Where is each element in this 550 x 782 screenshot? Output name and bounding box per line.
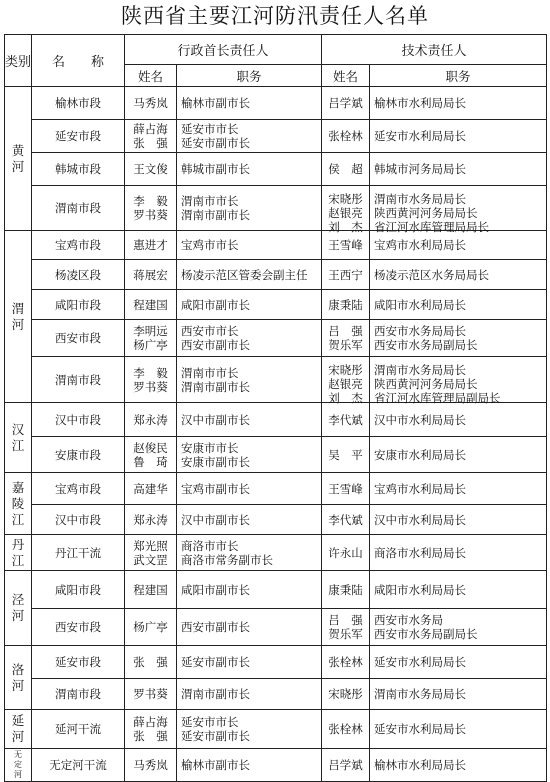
river-label: 嘉 陵 江 (5, 473, 32, 535)
admin-duty-line: 西安市副市长 (181, 338, 250, 352)
admin-person-line: 张 强 (133, 136, 168, 150)
tech-person (322, 710, 370, 749)
tech-duty (370, 153, 547, 186)
tech-duty-line: 安康市水利局局长 (374, 447, 467, 462)
tech-person (322, 505, 370, 535)
tech-duty (370, 571, 547, 609)
table-row (5, 571, 547, 609)
admin-person-line: 郑永涛 (133, 412, 168, 427)
admin-person (125, 403, 177, 437)
table-row (5, 710, 547, 749)
section-name: 汉中市段 (32, 505, 125, 535)
section-name: 汉中市段 (32, 403, 125, 437)
admin-person (125, 320, 177, 357)
tech-duty-line: 省江河水库管理局副局长 (374, 391, 501, 405)
admin-duty (177, 473, 322, 505)
admin-duty (177, 231, 322, 260)
admin-duty-line: 商洛市市长 (181, 538, 239, 553)
header-tech-duty: 职务 (370, 65, 547, 87)
admin-duty (177, 153, 322, 186)
admin-duty-line: 安康市市长 (181, 440, 239, 455)
river-label: 丹 江 (5, 535, 32, 571)
admin-person-line: 李明远 (133, 324, 168, 338)
admin-person (125, 231, 177, 260)
admin-duty-line: 宝鸡市市长 (181, 238, 239, 252)
tech-duty-line: 汉中市水利局局长 (374, 412, 467, 427)
admin-duty-line: 延安市副市长 (181, 655, 250, 669)
admin-duty-line: 渭南市市长 (181, 365, 239, 380)
tech-person (322, 320, 370, 357)
tech-person-line: 许永山 (328, 545, 363, 560)
admin-person-line: 张 强 (133, 729, 168, 743)
admin-person (125, 679, 177, 710)
table-row (5, 749, 547, 782)
tech-duty-line: 咸阳市水利局局长 (374, 582, 467, 597)
river-label: 无 定 河 (5, 749, 32, 782)
header-admin-person: 姓名 (125, 65, 177, 87)
admin-person-line: 张 强 (133, 655, 168, 669)
section-name: 渭南市段 (32, 186, 125, 231)
section-name: 丹江干流 (32, 535, 125, 571)
admin-duty-line: 商洛市常务副市长 (181, 552, 273, 567)
admin-person-line: 蒋展宏 (133, 267, 168, 282)
table-row (5, 403, 547, 437)
tech-duty-line: 省江河水库管理局局长 (374, 219, 490, 234)
tech-person (322, 231, 370, 260)
tech-person-line: 王雪峰 (328, 481, 363, 496)
header-name: 名 称 (32, 35, 125, 87)
tech-person-line: 吕学斌 (328, 96, 363, 110)
tech-duty-line: 渭南市水务局局长 (374, 687, 467, 701)
section-name: 无定河干流 (32, 749, 125, 782)
table-row (5, 609, 547, 646)
tech-person (322, 749, 370, 782)
admin-person (125, 609, 177, 646)
admin-duty (177, 357, 322, 403)
river-label: 渭 河 (5, 231, 32, 403)
table-row (5, 231, 547, 260)
admin-person (125, 710, 177, 749)
responsibility-table (4, 34, 547, 782)
tech-person-line: 吕 强 (328, 324, 363, 338)
admin-person-line: 郑光照 (133, 538, 168, 553)
admin-person-line: 高建华 (133, 481, 168, 496)
table-row (5, 357, 547, 403)
tech-duty (370, 679, 547, 710)
table-row (5, 646, 547, 679)
tech-duty (370, 535, 547, 571)
tech-duty (370, 473, 547, 505)
header-admin-duty: 职务 (177, 65, 322, 87)
admin-duty (177, 120, 322, 153)
admin-duty (177, 535, 322, 571)
admin-duty-line: 咸阳市副市长 (181, 582, 250, 597)
tech-person (322, 290, 370, 320)
tech-person-line: 李代斌 (328, 512, 363, 527)
tech-person (322, 571, 370, 609)
table-row (5, 290, 547, 320)
admin-person (125, 646, 177, 679)
admin-person-line: 罗书葵 (133, 379, 168, 394)
tech-person-line: 宋晓彤 (328, 191, 363, 206)
table-row (5, 437, 547, 473)
tech-person (322, 679, 370, 710)
tech-person-line: 李代斌 (328, 412, 363, 427)
section-name: 宝鸡市段 (32, 231, 125, 260)
tech-duty (370, 87, 547, 120)
tech-duty-line: 西安市水务局 (374, 613, 444, 627)
admin-duty (177, 260, 322, 290)
admin-duty-line: 榆林市副市长 (181, 758, 250, 772)
page-title: 陕西省主要江河防汛责任人名单 (121, 4, 429, 28)
tech-duty (370, 120, 547, 153)
admin-duty-line: 渭南市副市长 (181, 687, 250, 701)
section-name: 咸阳市段 (32, 290, 125, 320)
tech-person-line: 康秉陆 (328, 297, 363, 312)
tech-person (322, 609, 370, 646)
admin-person-line: 赵俊民 (133, 440, 168, 455)
table-row (5, 120, 547, 153)
table-row (5, 535, 547, 571)
admin-duty (177, 87, 322, 120)
tech-person-line: 张栓林 (328, 722, 363, 736)
admin-person-line: 李 毅 (133, 365, 168, 380)
section-name: 延安市段 (32, 646, 125, 679)
admin-person-line: 鲁 琦 (133, 454, 168, 469)
admin-duty-line: 汉中市副市长 (181, 512, 250, 527)
admin-duty-line: 汉中市副市长 (181, 412, 250, 427)
tech-duty-line: 榆林市水利局局长 (374, 96, 467, 110)
tech-person-line: 刘 杰 (328, 219, 363, 234)
admin-person (125, 120, 177, 153)
tech-person (322, 473, 370, 505)
tech-person-line: 张栓林 (328, 655, 363, 669)
admin-person (125, 535, 177, 571)
tech-duty-line: 渭南市水务局局长 (374, 363, 467, 377)
section-name: 渭南市段 (32, 357, 125, 403)
header-category: 类别 (5, 35, 32, 87)
admin-person-line: 杨广亭 (133, 620, 168, 634)
tech-person (322, 120, 370, 153)
tech-duty (370, 437, 547, 473)
tech-duty (370, 231, 547, 260)
admin-person (125, 749, 177, 782)
admin-person-line: 程建国 (133, 297, 168, 312)
tech-duty-line: 西安市水务局局长 (374, 324, 467, 338)
tech-person-line: 王雪峰 (328, 238, 363, 252)
section-name: 延安市段 (32, 120, 125, 153)
river-label: 黄 河 (5, 87, 32, 231)
tech-duty (370, 260, 547, 290)
tech-person-line: 刘 杰 (328, 391, 363, 405)
section-name: 榆林市段 (32, 87, 125, 120)
header-admin: 行政首长责任人 (125, 35, 322, 65)
tech-duty (370, 505, 547, 535)
tech-duty-line: 延安市水利局局长 (374, 655, 467, 669)
tech-duty (370, 320, 547, 357)
admin-person-line: 程建国 (133, 582, 168, 597)
tech-person-line: 赵银亮 (328, 205, 363, 220)
tech-duty-line: 咸阳市水利局局长 (374, 297, 467, 312)
admin-duty (177, 571, 322, 609)
table-row (5, 505, 547, 535)
header-tech-person: 姓名 (322, 65, 370, 87)
admin-person-line: 薛占海 (133, 122, 168, 136)
tech-person-line: 贺乐军 (328, 627, 363, 641)
tech-person (322, 153, 370, 186)
header-tech: 技术责任人 (322, 35, 547, 65)
admin-duty (177, 505, 322, 535)
tech-duty-line: 杨凌示范区水务局局长 (374, 267, 490, 282)
section-name: 渭南市段 (32, 679, 125, 710)
tech-duty-line: 延安市水利局局长 (374, 722, 467, 736)
admin-duty-line: 杨凌示范区管委会副主任 (181, 267, 308, 282)
admin-person-line: 马秀岚 (133, 96, 168, 110)
admin-person-line: 杨广亭 (133, 338, 168, 352)
tech-person (322, 357, 370, 403)
table-row (5, 186, 547, 231)
admin-duty (177, 290, 322, 320)
river-label: 洛 河 (5, 646, 32, 710)
section-name: 咸阳市段 (32, 571, 125, 609)
section-name: 韩城市段 (32, 153, 125, 186)
admin-duty (177, 320, 322, 357)
admin-person (125, 260, 177, 290)
tech-person-line: 王西宁 (328, 267, 363, 282)
river-label: 泾 河 (5, 571, 32, 646)
section-name: 西安市段 (32, 320, 125, 357)
table-row (5, 473, 547, 505)
tech-duty (370, 290, 547, 320)
admin-person-line: 罗书葵 (133, 687, 168, 701)
river-label: 延 河 (5, 710, 32, 749)
tech-person-line: 张栓林 (328, 129, 363, 143)
tech-person (322, 87, 370, 120)
tech-duty-line: 西安市水务局副局长 (374, 627, 478, 641)
tech-person-line: 康秉陆 (328, 582, 363, 597)
table-row (5, 679, 547, 710)
admin-person-line: 马秀岚 (133, 758, 168, 772)
table-body (5, 87, 547, 782)
admin-duty-line: 渭南市副市长 (181, 379, 250, 394)
tech-duty-line: 宝鸡市水利局局长 (374, 238, 467, 252)
table-row (5, 260, 547, 290)
admin-duty (177, 437, 322, 473)
tech-duty (370, 609, 547, 646)
admin-duty (177, 609, 322, 646)
section-name: 安康市段 (32, 437, 125, 473)
admin-duty (177, 403, 322, 437)
admin-duty-line: 渭南市副市长 (181, 208, 250, 222)
admin-duty (177, 679, 322, 710)
admin-duty-line: 延安市副市长 (181, 136, 250, 150)
admin-person-line: 惠进才 (133, 238, 168, 252)
admin-duty-line: 渭南市市长 (181, 194, 239, 208)
admin-duty (177, 646, 322, 679)
admin-duty-line: 延安市副市长 (181, 729, 250, 743)
tech-person-line: 贺乐军 (328, 338, 363, 352)
tech-person (322, 437, 370, 473)
admin-duty-line: 榆林市副市长 (181, 96, 250, 110)
admin-person (125, 87, 177, 120)
admin-duty (177, 710, 322, 749)
tech-person-line: 宋晓彤 (328, 687, 363, 701)
section-name: 宝鸡市段 (32, 473, 125, 505)
tech-person-line: 吕学斌 (328, 758, 363, 772)
admin-duty-line: 咸阳市副市长 (181, 297, 250, 312)
tech-duty-line: 延安市水利局局长 (374, 129, 467, 143)
admin-person-line: 郑永涛 (133, 512, 168, 527)
tech-duty (370, 646, 547, 679)
admin-person-line: 罗书葵 (133, 208, 168, 222)
tech-duty-line: 西安市水务局副局长 (374, 338, 478, 352)
table-row (5, 87, 547, 120)
section-name: 西安市段 (32, 609, 125, 646)
admin-duty (177, 186, 322, 231)
admin-duty-line: 安康市副市长 (181, 454, 250, 469)
admin-person-line: 李 毅 (133, 194, 168, 208)
tech-person-line: 赵银亮 (328, 377, 363, 391)
admin-person-line: 薛占海 (133, 715, 168, 729)
table-row (5, 153, 547, 186)
admin-person (125, 357, 177, 403)
tech-duty-line: 商洛市水利局局长 (374, 545, 467, 560)
tech-person (322, 403, 370, 437)
river-label: 汉 江 (5, 403, 32, 473)
tech-person (322, 646, 370, 679)
admin-person (125, 505, 177, 535)
admin-person-line: 武文罡 (133, 552, 168, 567)
admin-person (125, 437, 177, 473)
tech-person (322, 535, 370, 571)
admin-person (125, 290, 177, 320)
table-row (5, 320, 547, 357)
admin-person (125, 571, 177, 609)
tech-duty (370, 403, 547, 437)
admin-person (125, 186, 177, 231)
tech-person (322, 186, 370, 234)
admin-person (125, 153, 177, 186)
tech-person-line: 侯 超 (328, 162, 363, 176)
tech-duty-line: 陕西黄河河务局局长 (374, 377, 478, 391)
tech-duty (370, 357, 547, 403)
section-name: 杨凌区段 (32, 260, 125, 290)
section-name: 延河干流 (32, 710, 125, 749)
tech-duty (370, 749, 547, 782)
tech-duty (370, 186, 547, 234)
tech-duty-line: 陕西黄河河务局局长 (374, 205, 478, 220)
tech-person-line: 吕 强 (328, 613, 363, 627)
tech-duty-line: 榆林市水利局局长 (374, 758, 467, 772)
admin-duty-line: 西安市副市长 (181, 620, 250, 634)
admin-person-line: 王文俊 (133, 162, 168, 176)
admin-duty-line: 西安市市长 (181, 324, 239, 338)
admin-duty (177, 749, 322, 782)
tech-person-line: 宋晓彤 (328, 363, 363, 377)
tech-duty-line: 韩城市河务局局长 (374, 162, 467, 176)
tech-duty-line: 汉中市水利局局长 (374, 512, 467, 527)
tech-duty (370, 710, 547, 749)
admin-person (125, 473, 177, 505)
admin-duty-line: 延安市市长 (181, 715, 239, 729)
tech-duty-line: 宝鸡市水利局局长 (374, 481, 467, 496)
tech-duty-line: 渭南市水务局局长 (374, 191, 467, 206)
header-row-1 (5, 35, 547, 65)
admin-duty-line: 宝鸡市副市长 (181, 481, 250, 496)
tech-person-line: 吴 平 (328, 447, 363, 462)
admin-duty-line: 延安市市长 (181, 122, 239, 136)
admin-duty-line: 韩城市副市长 (181, 162, 250, 176)
tech-person (322, 260, 370, 290)
